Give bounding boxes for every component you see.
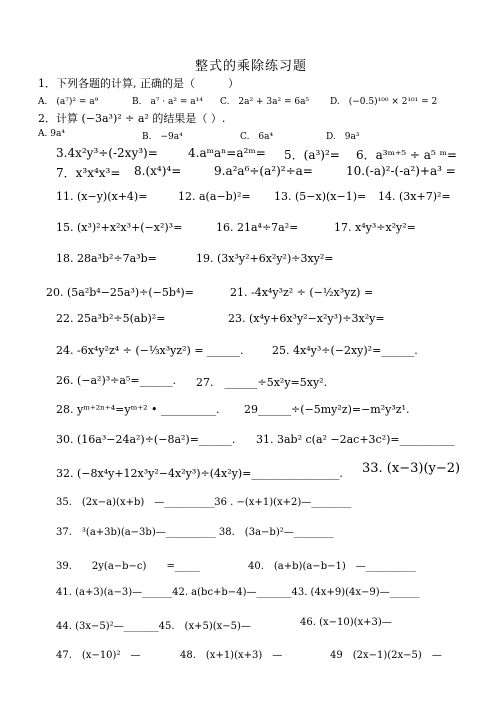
q2-option-b: B. −9a⁴ (142, 132, 183, 142)
problem-28: 28. yᵐ⁺²ⁿ⁺⁴=yᵐ⁺² • __________. (56, 403, 220, 416)
problem-11: 11. (x−y)(x+4)= (56, 190, 148, 203)
q1-option-d: D. (−0.5)¹⁰⁰ × 2¹⁰¹ = 2 (330, 97, 438, 107)
problem-32: 32. (−8x⁴y+12x³y²−4x²y³)÷(4x²y)=________________. (56, 467, 343, 480)
problem-6: 6．a³ᵐ⁺⁵ ÷ a⁵ ᵐ= (356, 148, 457, 162)
problem-12: 12. a(a−b)²= (178, 190, 251, 203)
problems-44-45: 44. (3x−5)²—_______45. (x+5)(x−5)— (56, 621, 251, 632)
problem-30: 30. (16a³−24a²)÷(−8a²)=______. (56, 433, 236, 446)
problem-49: 49 (2x−1)(2x−5) — (330, 650, 442, 661)
problem-47: 47. (x−10)² — (56, 650, 141, 661)
problem-29: 29______÷(−5my²z)=−m²y³z¹. (244, 403, 410, 416)
problem-20: 20. (5a²b⁴−25a³)÷(−5b⁴)= (46, 286, 194, 299)
problem-10: 10.(-a)²-(-a²)+a³ = (346, 164, 456, 178)
problem-5: 5．(a³)²= (284, 148, 340, 162)
problem-46: 46. (x−10)(x+3)— (300, 617, 392, 628)
q2-option-a: A. 9a⁴ (38, 129, 65, 139)
problem-22: 22. 25a³b²÷5(ab)²= (56, 312, 166, 325)
q2-stem-text: 2．计算 (−3a³)² ÷ a² 的结果是（ ）. (38, 112, 226, 125)
problem-8: 8.(x⁴)⁴= (134, 164, 182, 178)
problem-31: 31. 3ab² c(a² −2ac+3c²)=__________ (256, 433, 455, 446)
problem-17: 17. x⁴y³÷x²y²= (334, 221, 416, 234)
problem-39: 39. 2y(a−b−c) =_____ (56, 561, 200, 572)
problem-9: 9.a²a⁶÷(a²)²÷a= (214, 164, 313, 178)
problems-35-36: 35. (2x−a)(x+b) —__________36 . −(x+1)(x+2)—________ (56, 497, 352, 508)
problem-24: 24. -6x⁴y²z⁴ ÷ (−⅓x³yz²) = ______. (56, 344, 244, 357)
problem-25: 25. 4x⁴y³÷(−2xy)²=______. (272, 344, 418, 357)
problem-15: 15. (x³)²+x²x³+(−x²)³= (56, 221, 183, 234)
problem-40: 40. (a+b)(a−b−1) —__________ (248, 561, 416, 572)
problems-37-38: 37. ³(a+3b)(a−3b)—__________ 38. (3a−b)²—________ (56, 527, 334, 538)
problem-26: 26. (−a²)³÷a⁵=______. (56, 374, 177, 387)
problem-18: 18. 28a³b²÷7a³b= (56, 252, 157, 265)
problem-14: 14. (3x+7)²= (378, 190, 451, 203)
problems-41-43: 41. (a+3)(a−3)—______42. a(bc+b−4)—_______43. (4x+9)(4x−9)—______ (56, 587, 420, 598)
page-title (0, 55, 502, 74)
problem-3: 3.4x²y³÷(-2xy³)= (56, 146, 158, 160)
problem-23: 23. (x⁴y+6x³y²−x²y³)÷3x²y= (228, 312, 385, 325)
problem-13: 13. (5−x)(x−1)= (274, 190, 367, 203)
q2-option-d: D. 9a³ (326, 132, 360, 142)
q1-option-a: A. (a⁷)² = a⁹ (38, 97, 99, 107)
problem-21: 21. -4x⁴y³z² ÷ (−½x³yz) = (230, 286, 374, 299)
q1-option-b: B. a⁷ · a² = a¹⁴ (132, 97, 203, 107)
problem-19: 19. (3x³y²+6x²y²)÷3xy²= (196, 252, 334, 265)
q1-stem-text: 1．下列各题的计算, 正确的是（ ） (38, 77, 239, 90)
q1-option-c: C. 2a² + 3a² = 6a⁵ (220, 97, 310, 107)
problem-48: 48. (x+1)(x+3) — (180, 650, 283, 661)
problem-33: 33. (x−3)(y−2) (362, 461, 461, 476)
problem-7: 7．x³x⁴x³= (56, 166, 121, 180)
page-title-text: 整式的乘除练习题 (194, 59, 307, 74)
problem-4: 4.aᵐaⁿ=a²ᵐ= (188, 146, 266, 160)
problem-16: 16. 21a⁴÷7a²= (216, 221, 299, 234)
q2-option-c: C. 6a⁴ (240, 132, 274, 142)
problem-27: 27. ______÷5x²y=5xy². (196, 376, 328, 389)
